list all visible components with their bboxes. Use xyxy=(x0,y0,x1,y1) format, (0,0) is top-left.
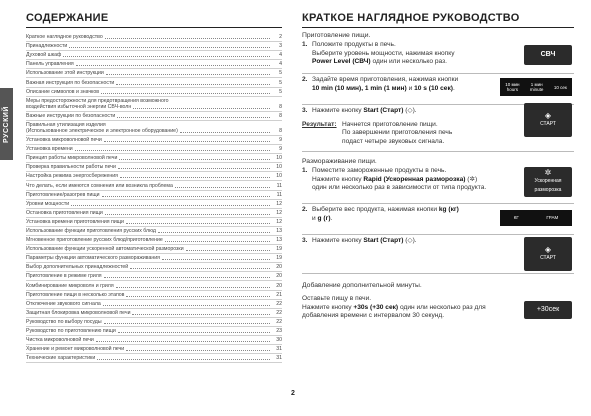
quick-guide-heading: КРАТКОЕ НАГЛЯДНОЕ РУКОВОДСТВО xyxy=(302,12,574,28)
defrost-step-1: 1. Поместите замороженные продукты в печь. Нажмите кнопку Rapid (Ускоренная разморозка) (✲) один или несколько раз в зависимости от типа продукта. ✲ Ускоренная разморозка xyxy=(302,165,574,203)
toc-row: Духовой шкаф 4 xyxy=(26,52,282,59)
toc-row: Мгновенное приготовление русских блюд/приготовление 13 xyxy=(26,237,282,244)
toc-row: Меры предосторожности для предотвращения возможного воздействия избыточной энергии СВЧ-волн 8 xyxy=(26,97,282,110)
snowflake-icon: ✲ xyxy=(544,168,552,178)
start-diamond-icon: ◈ xyxy=(544,244,552,254)
toc-row: Использование этой инструкции 5 xyxy=(26,70,282,77)
cooking-step-1: 1. Положите продукты в печь. Выберите уровень мощности, нажимая кнопку Power Level (СВЧ) один или несколько раз. СВЧ xyxy=(302,39,574,73)
rapid-defrost-button[interactable]: ✲ Ускоренная разморозка xyxy=(524,167,572,197)
toc-row: Настройка режима энергосбережения 10 xyxy=(26,173,282,180)
toc-row: Панель управления 4 xyxy=(26,61,282,68)
contents-heading: СОДЕРЖАНИЕ xyxy=(26,12,282,28)
toc-row: Краткое наглядное руководство 2 xyxy=(26,34,282,41)
weight-buttons-display[interactable]: КГ ГРАМ xyxy=(500,210,572,226)
toc-row: Остановка приготовления пищи 12 xyxy=(26,209,282,216)
toc-row: Параметры функции автоматического размораживания 19 xyxy=(26,255,282,262)
contents-column xyxy=(26,12,282,363)
toc-row: Чистка микроволновой печи 30 xyxy=(26,337,282,344)
toc-row: Приготовление пищи в несколько этапов 21 xyxy=(26,291,282,298)
add-minute-step: Оставьте пищу в печи. Нажмите кнопку +30s (+30 сек) один или несколько раз для добавления времени с интервалом 30 секунд. +30сек xyxy=(302,293,574,333)
language-side-tab: РУССКИЙ xyxy=(0,88,13,160)
toc-list xyxy=(26,33,282,363)
add-minute-intro: Добавление дополнительной минуты. xyxy=(302,282,422,289)
toc-row: Описание символов и значков 5 xyxy=(26,88,282,95)
start-button-defrost[interactable]: ◈ СТАРТ xyxy=(524,237,572,271)
toc-row: Использование функции ускоренной автоматической разморозки 19 xyxy=(26,246,282,253)
toc-row: Правильная утилизация изделия (Использованное электрическое и электронное оборудование) 8 xyxy=(26,121,282,134)
toc-row: Важная инструкция по безопасности 5 xyxy=(26,79,282,86)
start-diamond-icon: ◈ xyxy=(544,110,552,120)
cooking-step-3: 3. Нажмите кнопку Start (Старт) (◇). xyxy=(302,107,417,114)
toc-row: Проверка правильности работы печи 10 xyxy=(26,164,282,171)
toc-row: Принцип работы микроволновой печи 10 xyxy=(26,155,282,162)
toc-row: Установка микроволновой печи 9 xyxy=(26,137,282,144)
cooking-result: Результат: Начнется приготовление пищи. По завершении приготовления печь подаст четыре звуковых сигнала. ◈ СТАРТ xyxy=(302,119,574,151)
toc-row: Приготовление в режиме гриля 20 xyxy=(26,273,282,280)
toc-row: Отключение звукового сигнала 22 xyxy=(26,300,282,307)
toc-row: Уровни мощности 12 xyxy=(26,200,282,207)
toc-row: Что делать, если имеются сомнения или возникла проблема 11 xyxy=(26,182,282,189)
toc-row: Установка времени приготовления пищи 12 xyxy=(26,218,282,225)
toc-row: Принадлежности 3 xyxy=(26,43,282,50)
toc-row: Использование функции приготовления русских блюд 13 xyxy=(26,227,282,234)
defrost-step-2: 2. Выберите вес продукта, нажимая кнопки kg (кг) и g (г). КГ ГРАМ xyxy=(302,204,574,234)
toc-row: Приготовление/разогрев пищи 11 xyxy=(26,191,282,198)
page-number: 2 xyxy=(291,390,295,397)
toc-row: Комбинирование микроволн и гриля 20 xyxy=(26,282,282,289)
defrost-step-3: 3. Нажмите кнопку Start (Старт) (◇). ◈ СТАРТ xyxy=(302,235,574,273)
power-level-button[interactable]: СВЧ xyxy=(524,45,572,65)
toc-row: Руководство по выбору посуды 22 xyxy=(26,318,282,325)
toc-row: Защитная блокировка микроволновой печи 22 xyxy=(26,309,282,316)
start-button[interactable]: ◈ СТАРТ xyxy=(524,103,572,137)
toc-row: Технические характеристики 31 xyxy=(26,355,282,362)
toc-row: Руководство по приготовлению пищи 23 xyxy=(26,328,282,334)
toc-row: Выбор дополнительных принадлежностей 20 xyxy=(26,264,282,271)
toc-row: Важные инструкции по безопасности 8 xyxy=(26,112,282,119)
cooking-step-2: 2. Задайте время приготовления, нажимая кнопки 10 min (10 мин), 1 min (1 мин) и 10 s (10 сек). 10 мин hours 1 мин minute 10 сек xyxy=(302,74,574,104)
quick-guide-column xyxy=(302,12,574,333)
cooking-intro: Приготовление пищи. xyxy=(302,32,371,39)
plus-30-sec-button[interactable]: +30сек xyxy=(524,301,572,319)
time-buttons-display[interactable]: 10 мин hours 1 мин minute 10 сек xyxy=(500,78,572,96)
toc-row: Установка времени 9 xyxy=(26,146,282,153)
defrost-intro: Размораживание пищи. xyxy=(302,158,377,165)
toc-row: Хранение и ремонт микроволновой печи 31 xyxy=(26,346,282,353)
